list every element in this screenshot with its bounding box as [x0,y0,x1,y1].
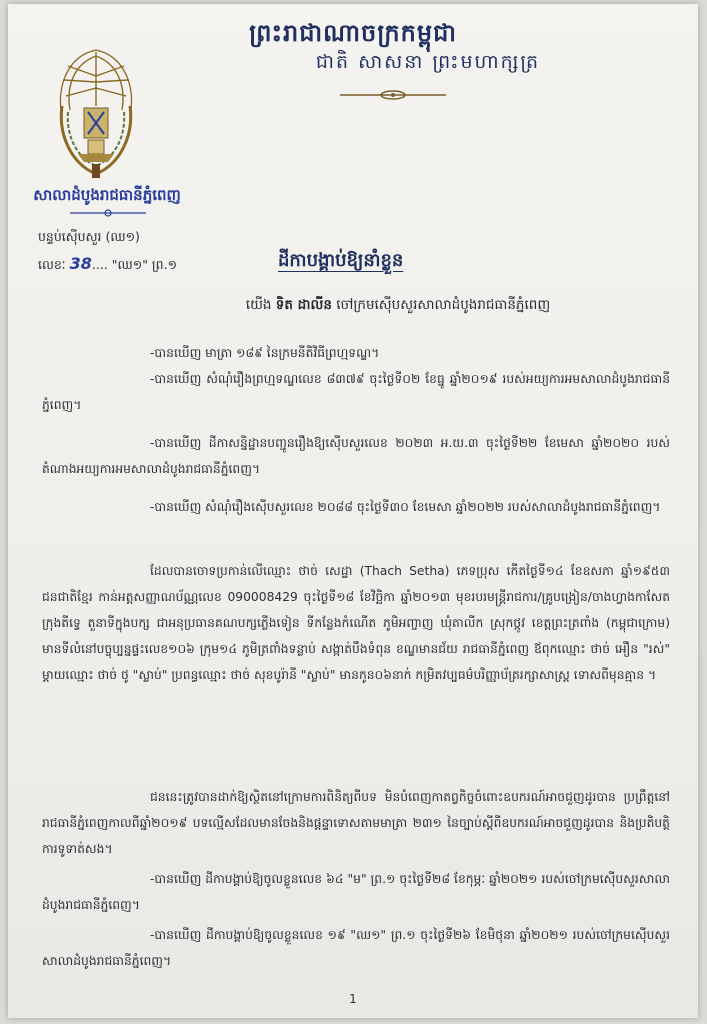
paragraph-4: -បានឃើញ សំណុំរឿងស៊ើបសួរលេខ ២០៨៨ ចុះថ្ងៃទី៣០ ខែមេសា ឆ្នាំ២០២២ របស់សាលាដំបូងរាជធានីភ្នំពេញ។ [150,500,661,514]
court-name: សាលាដំបូងរាជធានីភ្នំពេញ [33,186,181,204]
reference-number-handwritten: 38 [69,254,92,273]
judge-prefix: យើង [245,297,272,313]
national-motto: ជាតិ សាសនា ព្រះមហាក្សត្រ [315,51,541,73]
paragraph-7: -បានឃើញ ដីកាបង្គាប់ឱ្យចូលខ្លួនលេខ ៦៤ "ម" ព្រ.១ ចុះថ្ងៃទី២៨ ខែកុម្ភៈ ឆ្នាំ២០២១ របស់ចៅក្រមស៊ើបសួរសាលាដំបូងរាជធានីភ្នំពេញ។ [42,872,670,912]
court-ornament [68,208,148,218]
reference-suffix: .... "ឈ១" ព្រ.១ [91,257,178,272]
paragraph-6: ជននេះត្រូវបានដាក់ឱ្យស្ថិតនៅក្រោមការពិនិត្យពីបទ មិនបំពេញកាតព្វកិច្ចចំពោះឧបករណ៍អាចជួញដូរបាន ប្រព្រឹត្តនៅរាជធានីភ្នំពេញកាលពីឆ្នាំ២០១៩ បទល្មើសដែលមានចែងនិងផ្តន្ទាទោសតាមមាត្រា ២៣១ នៃច្បាប់ស្តីពីឧបករណ៍អាចជួញដូរបាន និងប្រតិបត្តិការទូទាត់សង។ [42,790,670,856]
document-page [8,4,698,1018]
judge-line [158,296,638,316]
page-number: 1 [349,992,357,1006]
office-label: បន្ទប់ស៊ើបសួរ (ឈ១) [38,229,140,244]
paragraph-1: -បានឃើញ មាត្រា ១៨៩ នៃក្រមនីតិវិធីព្រហ្មទណ្ឌ។ [150,346,380,360]
judge-role: ចៅក្រមស៊ើបសួរសាលាដំបូងរាជធានីភ្នំពេញ [336,297,551,313]
document-title: ដីកាបង្គាប់ឱ្យនាំខ្លួន [278,250,404,271]
paragraph-5: ដែលបានចោទប្រកាន់លើឈ្មោះ ថាច់ សេដ្ឋា (Thach Setha) ភេទប្រុស កើតថ្ងៃទី១៤ ខែឧសភា ឆ្នាំ១៩៥៣ ជនជាតិខ្មែរ កាន់អត្តសញ្ញាណប័ណ្ណលេខ 090008429 ចុះថ្ងៃទី១៨ ខែវិច្ឆិកា ឆ្នាំ២០១៣ មុខរបរមន្ត្រីរាជការ/គ្រូបង្រៀន/ចាងហ្វាងកាសែតក្រុងតីទ្វេ តួនាទីក្នុងបក្ស ជាអនុប្រធានគណបក្សភ្លើងទៀន ទីកន្លែងកំណើត ភូមិអញ្ចាញ ឃុំតាលីក ស្រុកថ្កូវ ខេត្តព្រះត្រពាំង (កម្ពុជាក្រោម) មានទីលំនៅបច្ចុប្បន្នផ្ទះលេខ១០៦ ក្រុម១៤ ភូមិត្រពាំងទន្លាប់ សង្កាត់បឹងទំពុន ខណ្ឌមានជ័យ រាជធានីភ្នំពេញ ឪពុកឈ្មោះ ថាច់ អឿន "រស់" ម្តាយឈ្មោះ ថាច់ ថូ "ស្លាប់" ប្រពន្ធឈ្មោះ ថាច់ សុខបូរ៉ានី "ស្លាប់" មានកូន០៦នាក់ កម្រិតវប្បធម៌បរិញ្ញាប័ត្ររក្សាសាស្ត្រ ទោសពីមុនគ្មាន ។ [42,564,670,682]
judge-name: ទិត ដាលីន [275,297,332,313]
reference-prefix: លេខៈ [38,257,66,272]
paragraph-3: -បានឃើញ ដីកាសន្និដ្ឋានបញ្ជូនរឿងឱ្យស៊ើបសួរលេខ ២០២៣ អ.យ.៣ ចុះថ្ងៃទី២២ ខែមេសា ឆ្នាំ២០២០ របស់តំណាងអយ្យការអមសាលាដំបូងរាជធានីភ្នំពេញ។ [42,436,670,476]
royal-emblem-icon [48,46,144,184]
paragraph-8: -បានឃើញ ដីកាបង្គាប់ឱ្យចូលខ្លួនលេខ ១៩ "ឈ១" ព្រ.១ ចុះថ្ងៃទី២៦ ខែមិថុនា ឆ្នាំ២០២១ របស់ចៅក្រមស៊ើបសួរសាលាដំបូងរាជធានីភ្នំពេញ។ [42,928,670,968]
header-ornament [338,88,448,102]
paragraph-2: -បានឃើញ សំណុំរឿងព្រហ្មទណ្ឌលេខ ៨៣៧៩ ចុះថ្ងៃទី០២ ខែធ្នូ ឆ្នាំ២០១៩ របស់អយ្យការអមសាលាដំបូងរាជធានីភ្នំពេញ។ [42,372,670,412]
kingdom-heading: ព្រះរាជាណាចក្រកម្ពុជា [249,19,457,47]
reference-number [38,254,177,276]
